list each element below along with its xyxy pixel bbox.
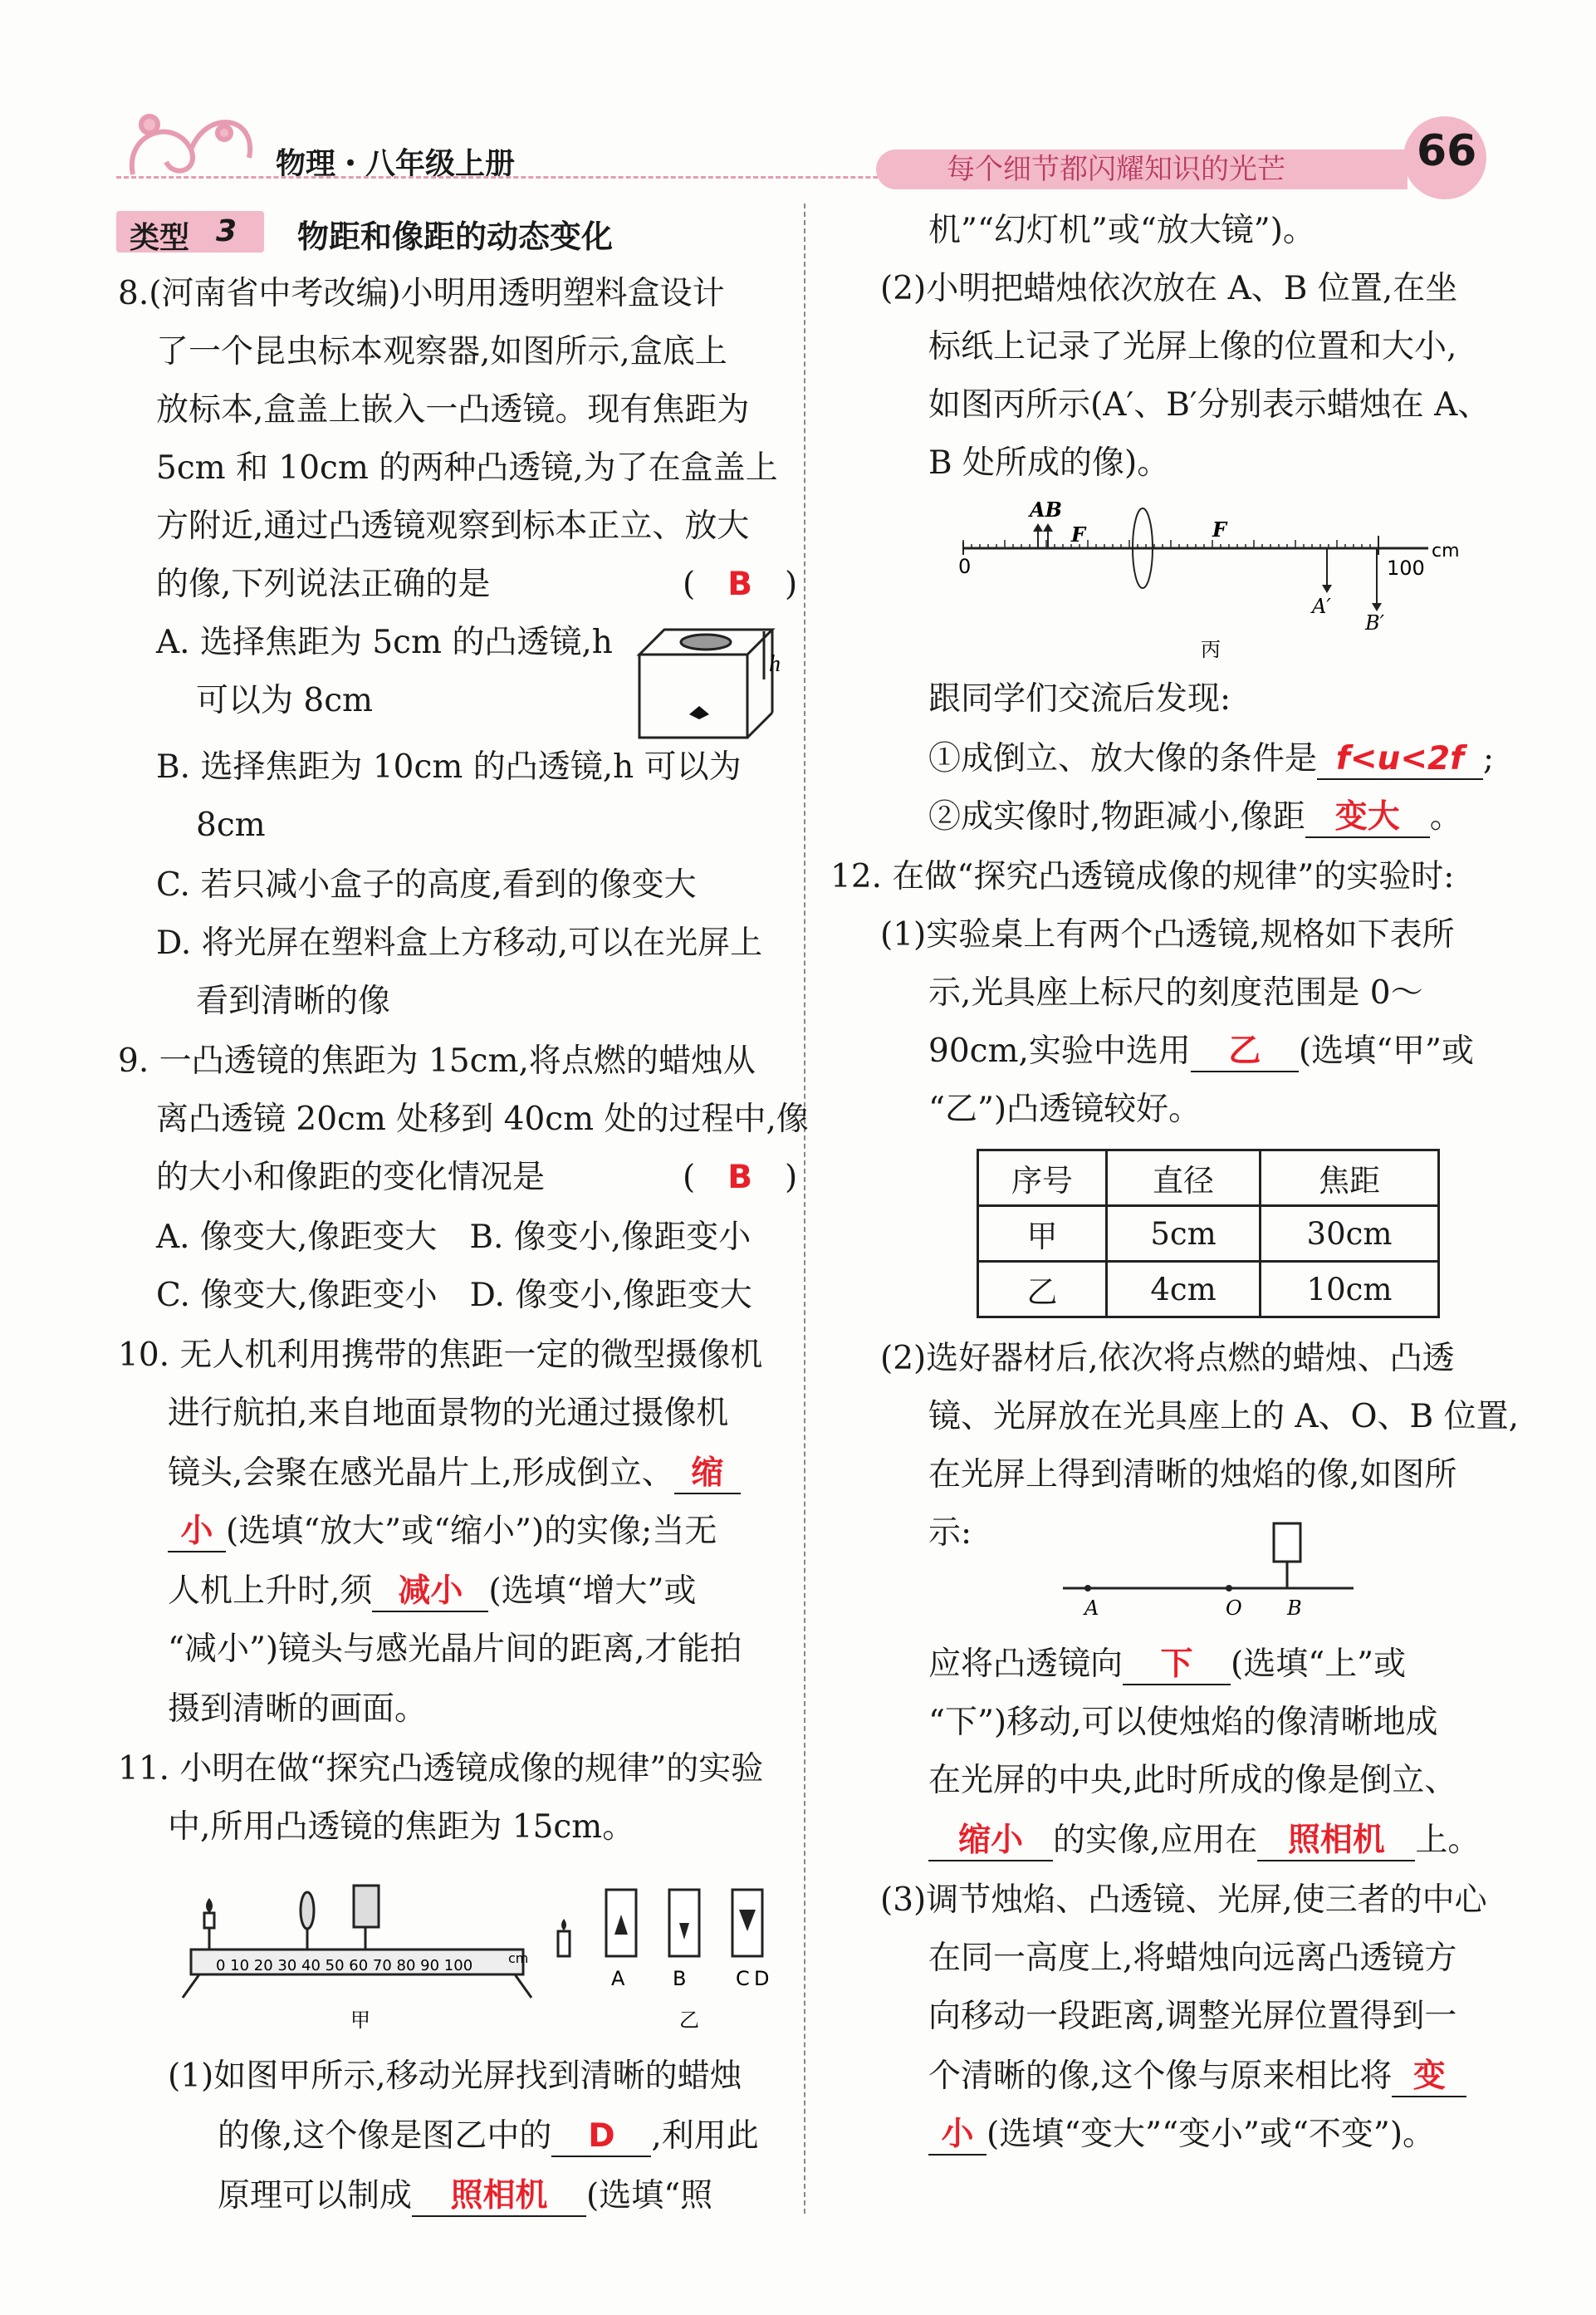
q10-line-5	[168, 1570, 697, 1613]
bench-scale: 0 10 20 30 40 50 60 70 80 90 100	[216, 1957, 473, 1974]
candle-label-d: D	[754, 1967, 770, 1990]
q10-line-6: “减小”)镜头与感光晶片间的距离,才能拍	[168, 1631, 742, 1668]
q11-2-line-3: 如图丙所示(A′、B′分别表示蜡烛在 A、	[928, 386, 1491, 424]
q11-line-2: 中,所用凸透镜的焦距为 15cm。	[168, 1808, 635, 1846]
q12-2-line-6: “下”)移动,可以使烛焰的像清晰地成	[928, 1704, 1438, 1741]
q12-blank-2c: 照相机	[1287, 1822, 1385, 1859]
q9-line-2: 离凸透镜 20cm 处移到 40cm 处的过程中,像	[156, 1101, 809, 1138]
q11-1-line-3-tail: (选填“照	[586, 2177, 713, 2214]
lens-spec-table	[977, 1149, 1440, 1318]
q8-line-2: 了一个昆虫标本观察器,如图所示,盒底上	[156, 333, 727, 370]
axis-label-f-right: F	[1212, 517, 1227, 542]
q10-line-7: 摄到清晰的画面。	[168, 1690, 428, 1728]
q11-2-line-7-text: ②成实像时,物距减小,像距	[928, 798, 1305, 836]
table-header-cell: 序号	[978, 1150, 1107, 1206]
q12-1-line-1: (1)实验桌上有两个凸透镜,规格如下表所	[880, 916, 1455, 954]
q9-answer-value: B	[727, 1159, 752, 1196]
q9-line-3: 的大小和像距的变化情况是	[156, 1159, 546, 1196]
q11-r-line-1: 机”“幻灯机”或“放大镜”)。	[928, 212, 1315, 249]
q12-2-line-8-tail: 上。	[1415, 1822, 1481, 1859]
q12-2-line-8-text: 的实像,应用在	[1053, 1822, 1258, 1859]
q8-option-c: C. 若只减小盒子的高度,看到的像变大	[156, 866, 697, 904]
q9-line-1: 9. 一凸透镜的焦距为 15cm,将点燃的蜡烛从	[118, 1042, 756, 1080]
q11-2-line-2: 标纸上记录了光屏上像的位置和大小,	[928, 328, 1457, 365]
axis-label-b-prime: B′	[1365, 611, 1385, 635]
q8-line-1: 8.(河南省中考改编)小明用透明塑料盒设计	[118, 275, 725, 312]
axis-label-f-left: F	[1071, 522, 1086, 547]
header-slogan: 每个细节都闪耀知识的光芒	[947, 153, 1285, 186]
q10-blank-2: 减小	[398, 1572, 463, 1610]
q12-3-line-5-text: (选填“变大”“变小”或“不变”)。	[986, 2116, 1436, 2153]
rail-label-o: O	[1226, 1596, 1242, 1620]
q11-1-line-3	[218, 2175, 712, 2218]
rail-label-b: B	[1287, 1596, 1302, 1620]
q11-blank-2a: f<u<2f	[1335, 740, 1465, 777]
q8-option-b-2: 8cm	[196, 807, 266, 844]
insect-box-figure	[631, 621, 781, 746]
q10-line-4	[168, 1510, 717, 1553]
q8-answer: ( B )	[683, 566, 798, 603]
q12-1-line-4: “乙”)凸透镜较好。	[928, 1091, 1202, 1128]
table-header-cell: 直径	[1107, 1150, 1261, 1206]
optical-bench-figure	[174, 1873, 772, 2039]
figure-bing-label: 丙	[1201, 638, 1221, 661]
column-divider	[804, 204, 805, 2214]
figure-yi-label: 乙	[679, 2008, 699, 2032]
q8-option-d-2: 看到清晰的像	[196, 983, 391, 1020]
table-header-cell: 焦距	[1261, 1150, 1439, 1206]
q8-option-d: D. 将光屏在塑料盒上方移动,可以在光屏上	[156, 925, 763, 962]
q11-1-line-3-text: 原理可以制成	[218, 2177, 413, 2214]
axis-label-ab: AB	[1030, 498, 1062, 522]
q11-blank-1a: D	[588, 2117, 615, 2155]
rail-label-a: A	[1084, 1596, 1099, 1620]
q10-line-3	[168, 1452, 741, 1495]
q8-option-b: B. 选择焦距为 10cm 的凸透镜,h 可以为	[156, 748, 742, 786]
type-badge	[116, 211, 264, 253]
q12-2-line-5-text: 应将凸透镜向	[928, 1646, 1124, 1683]
q11-line-1: 11. 小明在做“探究凸透镜成像的规律”的实验	[118, 1750, 764, 1788]
q11-1-line-2	[218, 2115, 759, 2158]
q9-answer: ( B )	[683, 1159, 798, 1196]
header-subject: 物理・八年级上册	[276, 147, 516, 181]
q12-3-line-4	[928, 2055, 1466, 2098]
q8-line-5: 方附近,通过凸透镜观察到标本正立、放大	[156, 508, 750, 545]
q8-option-a: A. 选择焦距为 5cm 的凸透镜,h	[156, 624, 613, 661]
q11-blank-1b: 照相机	[450, 2177, 548, 2214]
q11-1-line-2-tail: ,利用此	[651, 2117, 759, 2155]
q10-blank-1a: 缩	[691, 1454, 724, 1492]
image-position-axis-figure	[947, 490, 1478, 673]
table-row	[978, 1206, 1439, 1262]
candle-label-c: C	[736, 1967, 750, 1990]
table-cell: 乙	[978, 1262, 1107, 1317]
q8-line-6: 的像,下列说法正确的是	[156, 566, 491, 603]
candle-label-a: A	[611, 1967, 625, 1990]
bench-aob-figure	[1055, 1512, 1370, 1620]
q11-1-line-1: (1)如图甲所示,移动光屏找到清晰的蜡烛	[168, 2058, 742, 2095]
q12-3-line-1: (3)调节烛焰、凸透镜、光屏,使三者的中心	[880, 1881, 1487, 1919]
q10-line-3-text: 镜头,会聚在感光晶片上,形成倒立、	[168, 1454, 674, 1492]
q9-options-ab: A. 像变大,像距变大 B. 像变小,像距变小	[156, 1219, 751, 1256]
q12-1-line-2: 示,光具座上标尺的刻度范围是 0～	[928, 974, 1423, 1012]
q9-options-cd: C. 像变大,像距变小 D. 像变小,像距变大	[156, 1277, 752, 1314]
axis-hundred: 100	[1387, 557, 1425, 580]
q12-blank-2b: 缩小	[957, 1822, 1023, 1859]
q12-blank-3b: 小	[941, 2116, 974, 2153]
axis-zero: 0	[958, 555, 972, 578]
q12-2-line-5-tail: (选填“上”或	[1231, 1646, 1407, 1683]
q12-1-line-3	[928, 1030, 1474, 1073]
table-cell: 5cm	[1107, 1206, 1261, 1262]
figure-jia-label: 甲	[350, 2008, 370, 2032]
q8-line-3: 放标本,盒盖上嵌入一凸透镜。现有焦距为	[156, 391, 750, 429]
box-height-label: h	[769, 651, 781, 677]
type-badge-label: 类型	[130, 221, 190, 255]
axis-label-a-prime: A′	[1312, 595, 1331, 618]
q12-2-line-7: 在光屏的中央,此时所成的像是倒立、	[928, 1762, 1457, 1799]
q12-2-line-3: 在光屏上得到清晰的烛焰的像,如图所	[928, 1456, 1457, 1493]
type-badge-number: 3	[216, 214, 237, 248]
q12-3-line-2: 在同一高度上,将蜡烛向远离凸透镜方	[928, 1940, 1457, 1977]
q12-1-line-3-text: 90cm,实验中选用	[928, 1032, 1191, 1070]
q12-blank-3a: 变	[1412, 2058, 1446, 2095]
section-title: 物距和像距的动态变化	[297, 218, 614, 255]
q8-answer-value: B	[727, 566, 752, 603]
q10-line-5-tail: (选填“增大”或	[488, 1572, 697, 1610]
table-cell: 30cm	[1261, 1206, 1439, 1262]
q10-line-1: 10. 无人机利用携带的焦距一定的微型摄像机	[118, 1337, 763, 1374]
table-header-row	[978, 1150, 1439, 1206]
q11-2-line-6: ①成倒立、放大像的条件是 f<u<2f ;	[928, 738, 1494, 781]
q8-option-a-2: 可以为 8cm	[196, 682, 374, 719]
q10-line-4-text: (选填“放大”或“缩小”)的实像;当无	[226, 1513, 717, 1550]
q10-blank-1b: 小	[180, 1513, 213, 1550]
q10-line-5-text: 人机上升时,须	[168, 1572, 373, 1610]
q12-3-line-3: 向移动一段距离,调整光屏位置得到一	[928, 1998, 1457, 2035]
q11-2-line-6-text: ①成倒立、放大像的条件是	[928, 740, 1318, 777]
q12-1-line-3-tail: (选填“甲”或	[1298, 1032, 1474, 1070]
q11-2-line-4: B 处所成的像)。	[928, 444, 1170, 482]
q12-2-line-4: 示:	[928, 1514, 972, 1552]
q10-line-2: 进行航拍,来自地面景物的光通过摄像机	[168, 1395, 729, 1432]
q12-blank-1: 乙	[1228, 1032, 1261, 1070]
q12-2-line-8	[928, 1819, 1480, 1862]
q11-1-line-2-text: 的像,这个像是图乙中的	[218, 2117, 552, 2155]
q12-blank-2a: 下	[1160, 1646, 1193, 1683]
axis-unit: cm	[1432, 541, 1460, 562]
q12-line-1: 12. 在做“探究凸透镜成像的规律”的实验时:	[830, 858, 1455, 895]
table-cell: 4cm	[1107, 1262, 1261, 1317]
q12-2-line-1: (2)选好器材后,依次将点燃的蜡烛、凸透	[880, 1340, 1455, 1377]
page-number: 66	[1417, 126, 1477, 176]
q12-3-line-5	[928, 2113, 1435, 2156]
candle-label-b: B	[673, 1967, 687, 1990]
q11-2-line-5: 跟同学们交流后发现:	[928, 680, 1231, 718]
q12-3-line-4-text: 个清晰的像,这个像与原来相比将	[928, 2058, 1393, 2095]
q8-line-4: 5cm 和 10cm 的两种凸透镜,为了在盒盖上	[156, 449, 778, 487]
q12-2-line-2: 镜、光屏放在光具座上的 A、O、B 位置,	[928, 1398, 1519, 1435]
bench-unit: cm	[508, 1950, 529, 1966]
q11-blank-2b: 变大	[1334, 798, 1400, 836]
q11-2-line-1: (2)小明把蜡烛依次放在 A、B 位置,在坐	[880, 270, 1458, 307]
table-cell: 甲	[978, 1206, 1107, 1262]
q11-2-line-7: ②成实像时,物距减小,像距 变大 。	[928, 796, 1462, 839]
table-row	[978, 1262, 1439, 1317]
table-cell: 10cm	[1261, 1262, 1439, 1317]
q12-2-line-5	[928, 1643, 1406, 1686]
